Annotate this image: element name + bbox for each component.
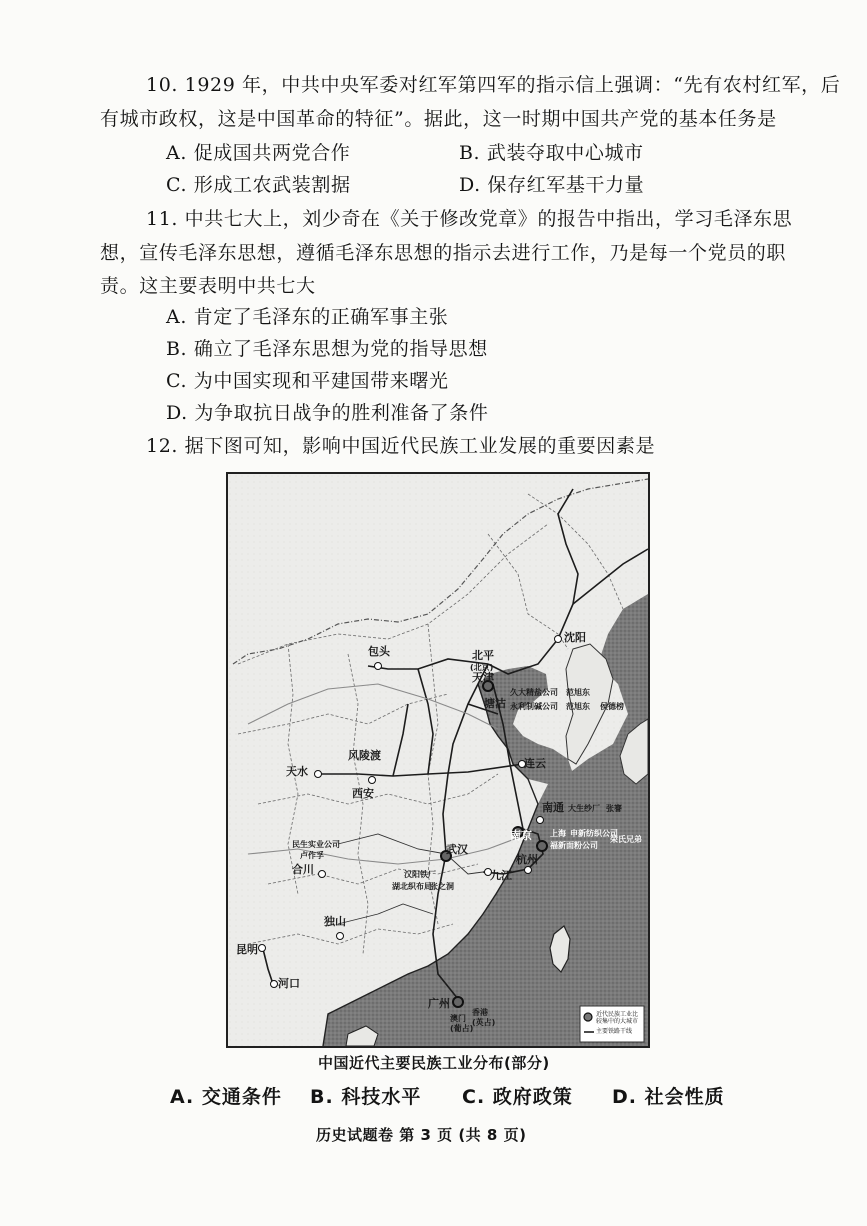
city-dot-guangzhou [452, 996, 464, 1008]
label-wuhan: 武汉 [446, 843, 468, 856]
q12-stem-line-1: 12. 据下图可知，影响中国近代民族工业发展的重要因素是 [146, 435, 656, 457]
label-zhangzhidong: 张之洞 [430, 882, 454, 891]
label-nantong: 南通 [542, 801, 564, 814]
label-tanggu: 塘沽 [484, 697, 506, 710]
city-dot-nantong [536, 816, 544, 824]
q10-option-b: B. 武装夺取中心城市 [459, 142, 644, 164]
q10-option-a: A. 促成国共两党合作 [166, 142, 351, 164]
legend-city-label: 近代民族工业比较集中的大城市 [596, 1011, 639, 1025]
q10-option-c: C. 形成工农武装割据 [166, 174, 351, 196]
city-dot-shanghai [536, 840, 548, 852]
city-dot-hekou [270, 980, 278, 988]
q11-option-a: A. 肯定了毛泽东的正确军事主张 [166, 306, 449, 328]
label-tianshui: 天水 [286, 765, 308, 778]
page-footer: 历史试题卷 第 3 页 (共 8 页) [316, 1126, 527, 1144]
q11-stem-line-2: 想，宣传毛泽东思想，遵循毛泽东思想的指示去进行工作，乃是每一个党员的职 [100, 242, 787, 264]
label-aomen-sub: (葡占) [450, 1024, 474, 1033]
label-beijing-paren: (北京) [470, 663, 494, 672]
label-lianyungang: 连云 [524, 757, 546, 770]
q12-option-a: A. 交通条件 [170, 1086, 282, 1108]
q12-option-b: B. 科技水平 [310, 1086, 422, 1108]
city-dot-tianshui [314, 770, 322, 778]
label-hechuan: 合川 [292, 863, 314, 876]
label-shanghai: 上海 [550, 829, 566, 838]
label-dushan: 独山 [324, 915, 346, 928]
label-shenxin: 申新纺织公司 [570, 829, 618, 838]
city-dot-xian [368, 776, 376, 784]
q11-stem-line-3: 责。这主要表明中共七大 [100, 275, 316, 297]
label-kunming: 昆明 [236, 943, 258, 956]
q12-option-c: C. 政府政策 [462, 1086, 573, 1108]
label-houdebang: 侯德榜 [600, 702, 624, 711]
q11-stem-line-1: 11. 中共七大上，刘少奇在《关于修改党章》的报告中指出，学习毛泽东思 [146, 208, 793, 230]
label-baotou: 包头 [368, 645, 390, 658]
label-guangzhou: 广州 [428, 997, 450, 1010]
city-dot-hechuan [318, 870, 326, 878]
label-dasheng: 大生纱厂 [568, 804, 600, 813]
label-hekou: 河口 [278, 977, 300, 990]
label-tianjin: 天津 [472, 671, 494, 684]
map-graphic [228, 474, 648, 1046]
label-minsheng: 民生实业公司 [292, 840, 340, 849]
label-fanxu: 范旭东 [566, 688, 590, 697]
label-shenyang: 沈阳 [564, 631, 586, 644]
label-yongli: 永利制碱公司 [510, 702, 558, 711]
label-xian: 西安 [352, 787, 374, 800]
label-jiujiang: 九江 [490, 869, 512, 882]
q10-option-d: D. 保存红军基干力量 [459, 174, 645, 196]
map-caption: 中国近代主要民族工业分布(部分) [318, 1054, 550, 1072]
q12-option-d: D. 社会性质 [612, 1086, 725, 1108]
city-dot-baotou [374, 662, 382, 670]
city-dot-shenyang [554, 635, 562, 643]
city-dot-hangzhou [524, 866, 532, 874]
q10-stem-line-1: 10. 1929 年，中共中央军委对红军第四军的指示信上强调：“先有农村红军，后 [146, 74, 841, 96]
label-hanyang: 汉阳铁厂 [404, 870, 436, 879]
city-dot-dushan [336, 932, 344, 940]
label-hangzhou: 杭州 [516, 853, 538, 866]
label-fuxin: 福新面粉公司 [550, 841, 598, 850]
label-nanjing: 南京 [510, 829, 532, 842]
industry-map [226, 472, 650, 1048]
city-dot-kunming [258, 944, 266, 952]
label-beiping: 北平 [472, 649, 494, 662]
label-jiuda: 久大精盐公司 [510, 688, 558, 697]
label-rongshi: 荣氏兄弟 [610, 835, 642, 844]
label-zhangjian: 张謇 [606, 804, 622, 813]
label-xianggang-sub: (英占) [472, 1018, 496, 1027]
label-hubei: 湖北织布局 [392, 882, 432, 891]
label-luzuofu: 卢作孚 [300, 851, 324, 860]
label-fanxudong2: 范旭东 [566, 702, 590, 711]
q10-stem-line-2: 有城市政权，这是中国革命的特征”。据此，这一时期中国共产党的基本任务是 [100, 108, 777, 130]
legend-rail-label: 主要铁路干线 [596, 1028, 633, 1035]
q11-option-d: D. 为争取抗日战争的胜利准备了条件 [166, 402, 489, 424]
label-xianggang: 香港 [472, 1008, 488, 1017]
q11-option-c: C. 为中国实现和平建国带来曙光 [166, 370, 449, 392]
q11-option-b: B. 确立了毛泽东思想为党的指导思想 [166, 338, 488, 360]
label-fenglingdu: 风陵渡 [348, 749, 381, 762]
label-aomen: 澳门 [450, 1014, 466, 1023]
